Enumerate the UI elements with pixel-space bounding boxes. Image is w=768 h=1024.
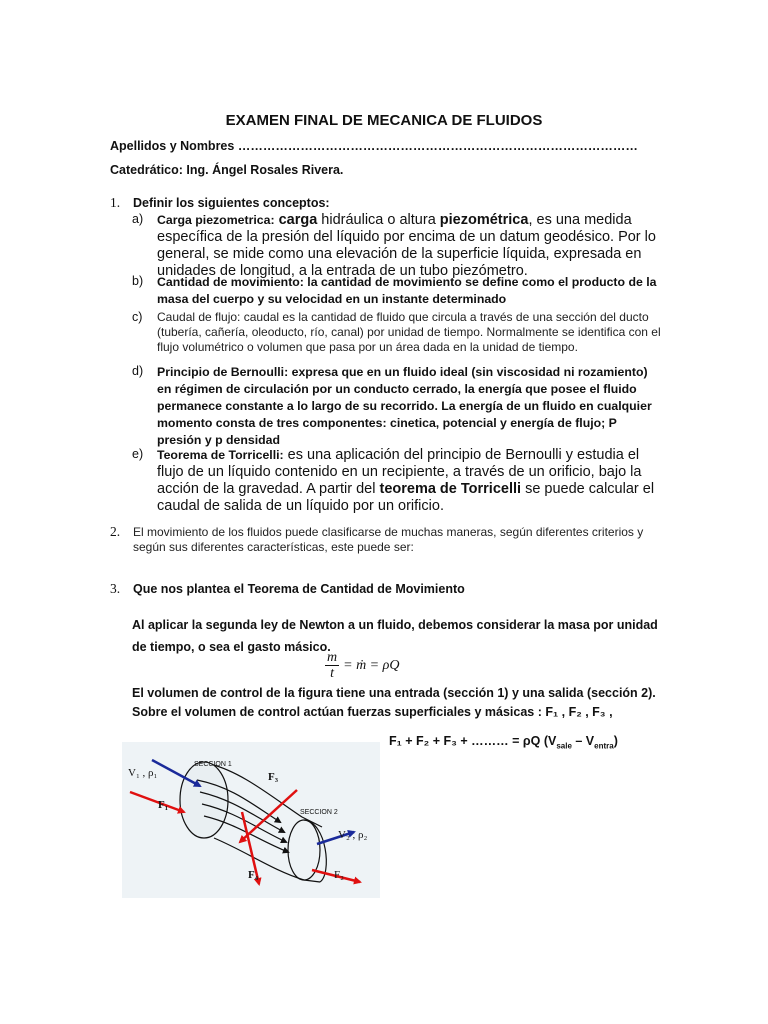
catedratico-line: Catedrático: Ing. Ángel Rosales Rivera. bbox=[110, 163, 344, 177]
q3-text: Que nos plantea el Teorema de Cantidad de Movimiento bbox=[133, 582, 465, 596]
item-b-term: Cantidad de movimiento: bbox=[157, 275, 304, 289]
section-2-label: SECCION 2 bbox=[300, 809, 338, 816]
v2-label: V₂ , ρ₂ bbox=[338, 829, 368, 841]
item-a-text2: , es una medida específica de la presión del líquido por encima de un datum geodésico. Por lo general, se mide como una elevación de la superficie líquida, expresada en unidades de longitud, a la entrada de un tubo piezómetro. bbox=[157, 212, 656, 279]
f2-label: F₂ bbox=[334, 869, 344, 881]
item-a-term: Carga piezometrica: bbox=[157, 213, 275, 227]
q3-number: 3. bbox=[110, 581, 121, 596]
fraction bbox=[325, 650, 339, 681]
item-a-body bbox=[157, 212, 662, 280]
f4-label: F₄ bbox=[248, 869, 259, 881]
names-label: Apellidos y Nombres bbox=[110, 139, 235, 153]
item-e-text2: se puede calcular el caudal de salida de un líquido por un orificio. bbox=[157, 481, 655, 514]
formula2-end: ) bbox=[613, 734, 618, 748]
section-1-ellipse bbox=[180, 762, 228, 838]
section-1-label: SECCION 1 bbox=[194, 761, 232, 768]
item-b-body bbox=[157, 274, 662, 308]
page-title: EXAMEN FINAL DE MECANICA DE FLUIDOS bbox=[225, 112, 543, 129]
item-c-label: c) bbox=[132, 310, 143, 324]
q2-text: El movimiento de los fluidos puede clasificarse de muchas maneras, según diferentes criterios y según sus diferentes características, este puede ser: bbox=[133, 525, 644, 554]
item-a-word2: piezométrica bbox=[439, 212, 529, 228]
fraction-denominator: t bbox=[330, 666, 334, 681]
item-d-text: expresa que en un fluido ideal (sin viscosidad ni rozamiento) en régimen de circulación por un conducto cerrado, la energía que posee el fluido permanece constante a lo largo de su recorrido. La energía de un fluido en cualquier momento consta de tres componentes: cinetica, potencial y energía de flujo; P presión y p densidad bbox=[157, 365, 652, 447]
item-e-word: teorema de Torricelli bbox=[379, 481, 522, 497]
control-volume-figure bbox=[122, 742, 380, 898]
fraction-numerator: m bbox=[327, 650, 338, 665]
item-e-text1: es una aplicación del principio de Bernoulli y estudia el flujo de un líquido contenido en un recipiente, a través de un orificio, bajo la acción de la gravedad. A partir del bbox=[157, 447, 642, 497]
item-a-word1: carga bbox=[278, 212, 318, 228]
formula2-mid: – V bbox=[571, 734, 595, 748]
item-d-term: Principio de Bernoulli: bbox=[157, 365, 289, 379]
momentum-formula bbox=[389, 734, 618, 751]
item-e-body bbox=[157, 447, 662, 515]
q2-number: 2. bbox=[110, 524, 121, 539]
item-a-text1: hidráulica o altura bbox=[317, 212, 440, 228]
item-d-body bbox=[157, 364, 662, 449]
mass-flow-formula bbox=[325, 650, 399, 681]
formula-rest: = ṁ = ρQ bbox=[343, 657, 400, 673]
item-e-term: Teorema de Torricelli: bbox=[157, 448, 284, 462]
item-b-text: la cantidad de movimiento se define como el producto de la masa del cuerpo y su velocidad en un instante determinado bbox=[157, 275, 657, 306]
formula2-sub-entra: entra bbox=[594, 741, 614, 751]
item-c-body: Caudal de flujo: caudal es la cantidad de fluido que circula a través de una sección del ducto (tubería, cañería, oleoducto, río, canal) por unidad de tiempo. Normalmente se identifica con el flujo volumétrico o volumen que pasa por un área dada en la unidad de tiempo. bbox=[157, 310, 661, 354]
q1-text: Definir los siguientes conceptos: bbox=[133, 196, 330, 210]
names-line bbox=[110, 139, 638, 153]
q3-paragraph-2: El volumen de control de la figura tiene una entrada (sección 1) y una salida (sección 2). Sobre el volumen de control actúan fuerzas superficiales y másicas : F₁ , F₂ , F₃ , bbox=[132, 686, 656, 719]
q3-paragraph-1: Al aplicar la segunda ley de Newton a un fluido, debemos considerar la masa por unidad de tiempo, o sea el gasto másico. bbox=[132, 618, 658, 654]
formula2-main: F₁ + F₂ + F₃ + ……… = ρQ (V bbox=[389, 734, 557, 748]
formula2-sub-sale: sale bbox=[556, 741, 572, 751]
f1-label: F₁ bbox=[158, 799, 169, 811]
names-dots: …………………………………………………………………………………… bbox=[237, 139, 638, 153]
v1-label: V₁ , ρ₁ bbox=[128, 767, 158, 779]
item-b-label: b) bbox=[132, 274, 144, 288]
item-a-label: a) bbox=[132, 212, 144, 226]
item-e-label: e) bbox=[132, 447, 144, 461]
f3-label: F₃ bbox=[268, 771, 279, 783]
item-d-label: d) bbox=[132, 364, 144, 378]
q1-number: 1. bbox=[110, 195, 121, 210]
